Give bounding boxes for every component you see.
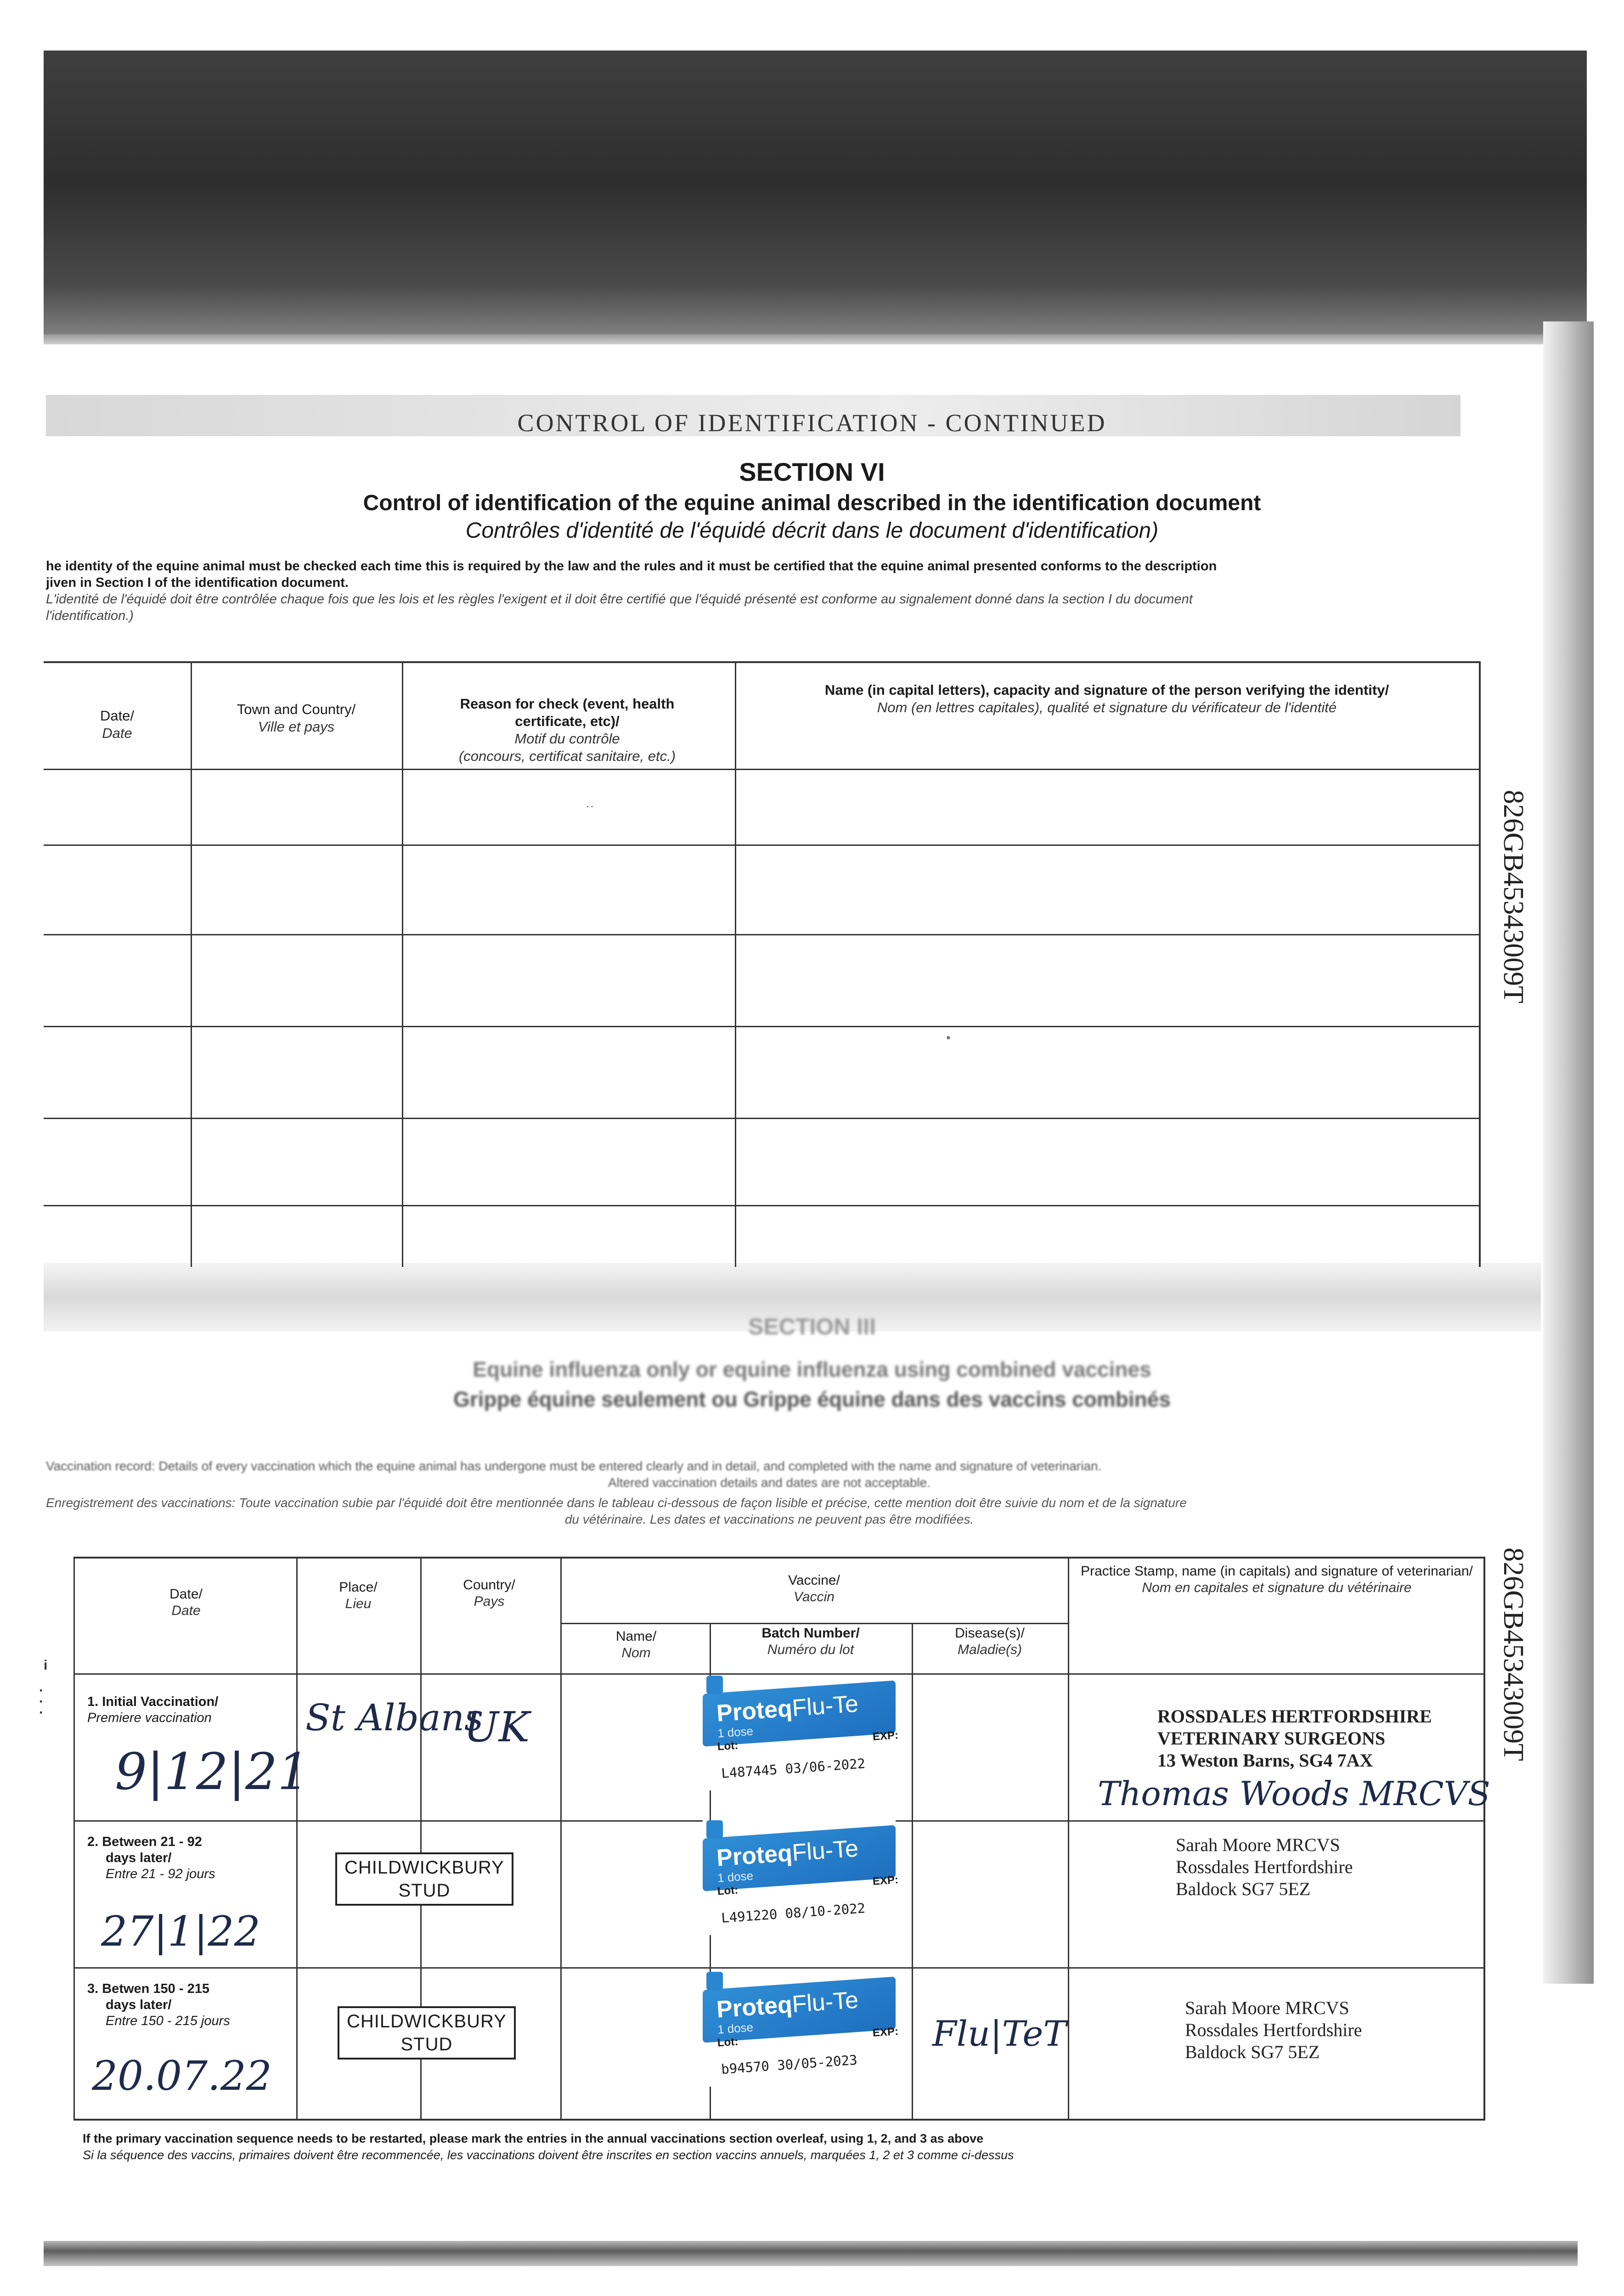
- table-column-divider: [191, 663, 192, 1267]
- row-label-third: 3. Betwen 150 - 215 days later/ Entre 150 - 215 jours: [87, 1981, 230, 2028]
- row-label-second: 2. Between 21 - 92 days later/ Entre 21 - 92 jours: [87, 1835, 215, 1881]
- header-vaccine: Vaccine/ Vaccin: [788, 1573, 840, 1604]
- scan-speck: •: [946, 1030, 951, 1045]
- batch-number: b94570 30/05-2023: [721, 2052, 858, 2077]
- handwritten-country: UK: [464, 1703, 530, 1751]
- table-row: [44, 1118, 1479, 1119]
- table-column-divider: [73, 1559, 75, 2119]
- header-vaccine-name: Name/ Nom: [615, 1629, 657, 1660]
- identification-check-table: [44, 661, 1481, 1267]
- table-column-divider: [402, 663, 403, 1267]
- handwritten-date: 9|12|21: [115, 1742, 310, 1801]
- vaccination-section-title: SECTION III: [748, 1314, 876, 1339]
- section-subtitle-fr: Contrôles d'identité de l'équidé décrit dans le document d'identification): [465, 518, 1159, 543]
- footer-note-en: If the primary vaccination sequence needs to be restarted, please mark the entries in the annual vaccinations section overleaf, using 1, 2, and 3 as above: [83, 2132, 984, 2145]
- header-date: Date/ Date: [100, 708, 135, 741]
- practice-stamp: Sarah Moore MRCVS Rossdales Hertfordshire Baldock SG7 5EZ: [1176, 1835, 1353, 1899]
- handwritten-disease: Flu|TeT: [932, 2013, 1067, 2054]
- intro-en-line1: he identity of the equine animal must be checked each time this is required by the law and the rules and it must be certified that the equine animal presented conforms to the description: [46, 559, 1217, 574]
- header-country: Country/ Pays: [463, 1577, 515, 1609]
- table-column-divider: [296, 1559, 298, 2119]
- table-row: [44, 844, 1479, 846]
- serial-number-upper: 826GB45343009T: [1498, 790, 1529, 1003]
- serial-number-lower: 826GB45343009T: [1498, 1548, 1529, 1761]
- vaccination-note-en2: Altered vaccination details and dates are not acceptable.: [608, 1475, 930, 1490]
- table-row: [44, 769, 1479, 770]
- handwritten-date: 27|1|22: [101, 1908, 260, 1956]
- margin-mark: i: [44, 1658, 48, 1673]
- header-disease: Disease(s)/ Maladie(s): [955, 1626, 1025, 1657]
- table-row: [44, 934, 1479, 935]
- vaccination-table: [73, 1557, 1490, 2121]
- handwritten-place: St Albans: [305, 1696, 484, 1739]
- table-column-divider: [735, 663, 736, 1267]
- practice-stamp: ROSSDALES HERTFORDSHIRE VETERINARY SURGEONS 13 Weston Barns, SG4 7AX: [1157, 1706, 1432, 1771]
- intro-fr-line2: l'identification.): [46, 608, 134, 623]
- vaccination-subtitle-fr: Grippe équine seulement ou Grippe équine dans des vaccins combinés: [453, 1387, 1171, 1411]
- table-column-divider: [560, 1559, 562, 2119]
- vaccination-note-fr: Enregistrement des vaccinations: Toute vaccination subie par l'équidé doit être mentionnée dans le tableau ci-dessous de façon lisible et précise, cette mention doit être suivie du nom et de la signature: [46, 1496, 1187, 1510]
- table-row: [73, 1673, 1483, 1675]
- scan-right-edge: [1543, 321, 1594, 1984]
- section-title: SECTION VI: [739, 457, 885, 486]
- header-reason: Reason for check (event, health certificate, etc)/ Motif du contrôle (concours, certificat sanitaire, etc.): [458, 696, 676, 764]
- header-verifier: Name (in capital letters), capacity and signature of the person verifying the identity/ Nom (en lettres capitales), qualité et signature du vérificateur de l'identité: [824, 682, 1389, 715]
- stud-stamp: CHILDWICKBURY STUD: [338, 2006, 516, 2060]
- table-row: [73, 1967, 1483, 1969]
- header-date: Date/ Date: [169, 1587, 203, 1618]
- vaccine-label: ProteqFlu-Te 1 dose Lot: EXP: L491220 08/10-2022: [703, 1820, 896, 1935]
- band-title: CONTROL OF IDENTIFICATION - CONTINUED: [517, 409, 1107, 437]
- intro-fr-line1: L'identité de l'équidé doit être contrôlée chaque fois que les lois et les règles l'exigent et il doit être certifié que l'équidé présenté est conforme au signalement donné dans la section I du document: [46, 592, 1193, 607]
- practice-stamp: Sarah Moore MRCVS Rossdales Hertfordshire Baldock SG7 5EZ: [1185, 1998, 1362, 2062]
- margin-mark: · · ·: [39, 1683, 44, 1720]
- stud-stamp: CHILDWICKBURY STUD: [335, 1852, 513, 1906]
- table-column-divider: [1068, 1559, 1069, 2119]
- table-row: [560, 1623, 1068, 1624]
- vet-signature: Thomas Woods MRCVS: [1098, 1774, 1490, 1813]
- intro-en-line2: jiven in Section I of the identification document.: [46, 575, 349, 590]
- header-town-country: Town and Country/ Ville et pays: [237, 701, 356, 735]
- header-practice-stamp: Practice Stamp, name (in capitals) and signature of veterinarian/ Nom en capitales et signature du vétérinaire: [1081, 1564, 1473, 1595]
- vaccination-note-en: Vaccination record: Details of every vaccination which the equine animal has undergone must be entered clearly and in detail, and completed with the name and signature of veterinarian.: [46, 1459, 1102, 1473]
- header-batch-number: Batch Number/ Numéro du lot: [761, 1626, 860, 1657]
- batch-number: L487445 03/06-2022: [721, 1756, 866, 1781]
- table-column-divider: [912, 1623, 913, 2119]
- batch-number: L491220 08/10-2022: [721, 1900, 866, 1926]
- vaccination-note-fr2: du vétérinaire. Les dates et vaccinations ne peuvent pas être modifiées.: [564, 1512, 974, 1526]
- vaccination-subtitle-en: Equine influenza only or equine influenza using combined vaccines: [473, 1357, 1151, 1381]
- scan-bottom-edge: [44, 2241, 1578, 2266]
- table-row: [44, 1026, 1479, 1027]
- vaccine-label: ProteqFlu-Te 1 dose Lot: EXP: b94570 30/05-2023: [703, 1972, 896, 2087]
- handwritten-date: 20.07.22: [92, 2052, 272, 2099]
- table-row: [44, 1205, 1479, 1206]
- footer-note-fr: Si la séquence des vaccins, primaires doivent être recommencée, les vaccinations doivent être inscrites en section vaccins annuels, marquées 1, 2 et 3 comme ci-dessus: [83, 2148, 1014, 2162]
- vaccine-label: ProteqFlu-Te 1 dose Lot: EXP: L487445 03/06-2022: [703, 1676, 896, 1790]
- section-subtitle-en: Control of identification of the equine animal described in the identification document: [363, 491, 1261, 515]
- row-label-initial: 1. Initial Vaccination/ Premiere vaccination: [87, 1694, 219, 1725]
- scan-top-shadow: [44, 51, 1587, 344]
- header-place: Place/ Lieu: [339, 1580, 378, 1611]
- scan-speck: ··: [586, 799, 594, 813]
